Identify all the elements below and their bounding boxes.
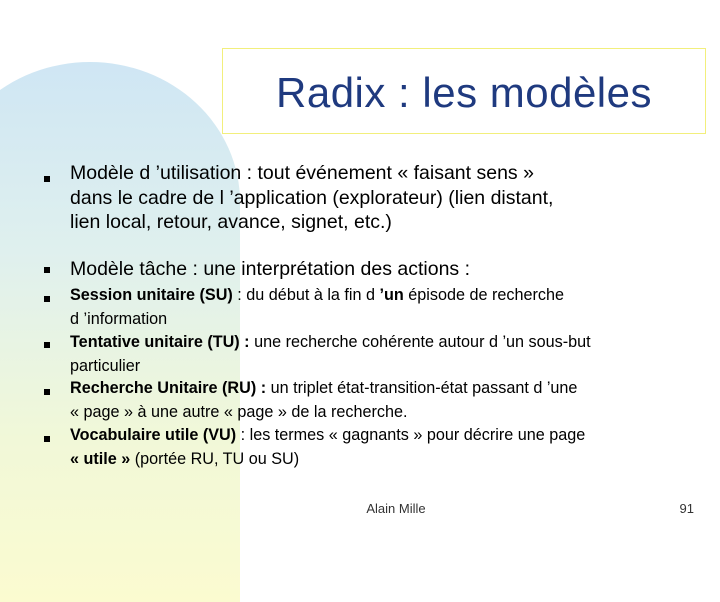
slide-title: Radix : les modèles bbox=[276, 69, 652, 116]
item-term: Recherche Unitaire (RU) : bbox=[70, 379, 267, 397]
bullet-item bbox=[70, 284, 690, 331]
item-text: lien local, retour, avance, signet, etc.) bbox=[70, 211, 392, 233]
bullet-item bbox=[70, 257, 690, 282]
item-line bbox=[70, 161, 690, 186]
item-line bbox=[70, 377, 690, 401]
bullet-item bbox=[70, 377, 690, 424]
item-term: Session unitaire (SU) bbox=[70, 286, 233, 304]
item-text: Modèle d ’utilisation : tout événement « faisant sens » bbox=[70, 162, 534, 184]
item-line bbox=[70, 401, 690, 425]
bullet-square-icon bbox=[44, 296, 50, 302]
bullet-item bbox=[70, 161, 690, 235]
item-text: (portée RU, TU ou SU) bbox=[130, 449, 300, 468]
item-text: d ’information bbox=[70, 309, 168, 328]
item-line bbox=[70, 257, 690, 282]
bullet-item bbox=[70, 331, 690, 378]
slide-number: 91 bbox=[679, 501, 694, 516]
bullet-square-icon bbox=[44, 267, 50, 273]
bullet-square-icon bbox=[44, 436, 50, 442]
bullet-item bbox=[70, 424, 690, 471]
item-text: : du début à la fin d bbox=[232, 286, 380, 304]
item-line bbox=[70, 424, 690, 448]
item-text: « page » à une autre « page » de la recherche. bbox=[70, 402, 408, 421]
item-line bbox=[70, 308, 690, 332]
item-text: un triplet état-transition-état passant d ’une bbox=[266, 379, 578, 397]
item-text: dans le cadre de l ’application (explorateur) (lien distant, bbox=[70, 186, 554, 209]
item-text: : les termes « gagnants » pour décrire une page bbox=[236, 426, 586, 444]
bullet-square-icon bbox=[44, 176, 50, 182]
bullet-square-icon bbox=[44, 342, 50, 348]
item-line bbox=[70, 355, 690, 379]
item-text: épisode de recherche bbox=[403, 286, 564, 304]
item-term: Tentative unitaire (TU) : bbox=[70, 333, 250, 351]
item-text: une recherche cohérente autour d ’un sous-but bbox=[249, 333, 591, 351]
item-term: Vocabulaire utile (VU) bbox=[70, 426, 237, 444]
item-line bbox=[70, 186, 690, 211]
item-line bbox=[70, 210, 690, 235]
item-text: particulier bbox=[70, 356, 141, 375]
bullet-square-icon bbox=[44, 389, 50, 395]
item-text: Modèle tâche : une interprétation des actions : bbox=[70, 258, 470, 280]
item-line bbox=[70, 331, 690, 355]
footer-author: Alain Mille bbox=[366, 501, 426, 516]
item-term: « utile » bbox=[70, 449, 131, 468]
item-term: ’un bbox=[379, 286, 404, 304]
item-line bbox=[70, 448, 690, 472]
item-line bbox=[70, 284, 690, 308]
